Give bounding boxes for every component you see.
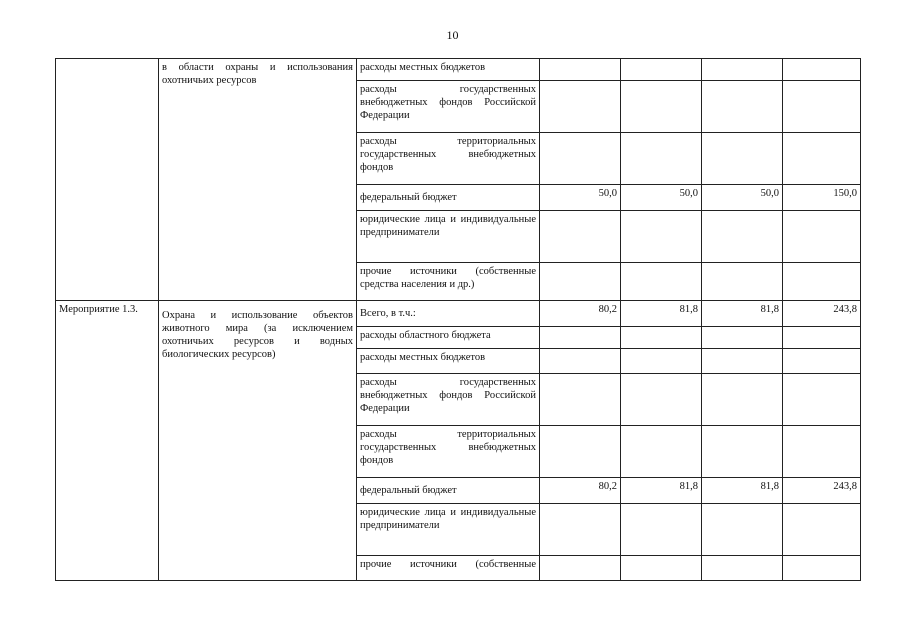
value-cell: 80,2: [540, 478, 621, 504]
value-cell: [540, 327, 621, 349]
event-cell: [56, 59, 159, 301]
value-cell: [702, 504, 783, 556]
value-cell: [540, 81, 621, 133]
source-cell: расходы территориальных государственных внебюджетных фондов: [357, 133, 540, 185]
source-cell: расходы местных бюджетов: [357, 59, 540, 81]
value-cell: 80,2: [540, 301, 621, 327]
value-cell: 50,0: [621, 185, 702, 211]
total-cell: [783, 327, 861, 349]
source-cell: федеральный бюджет: [357, 478, 540, 504]
value-cell: [540, 374, 621, 426]
value-cell: [702, 327, 783, 349]
source-cell: расходы местных бюджетов: [357, 349, 540, 374]
table-row: [56, 301, 861, 327]
total-cell: [783, 263, 861, 301]
value-cell: [621, 211, 702, 263]
source-cell: расходы государственных внебюджетных фондов Российской Федерации: [357, 374, 540, 426]
value-cell: 81,8: [702, 478, 783, 504]
source-cell: юридические лица и индивидуальные предприниматели: [357, 504, 540, 556]
value-cell: [540, 211, 621, 263]
total-cell: 243,8: [783, 301, 861, 327]
value-cell: [621, 59, 702, 81]
value-cell: [540, 133, 621, 185]
source-cell: Всего, в т.ч.:: [357, 301, 540, 327]
value-cell: [621, 556, 702, 581]
page-number: 10: [446, 28, 459, 42]
value-cell: [621, 426, 702, 478]
event-cell: Мероприятие 1.3.: [56, 301, 159, 581]
value-cell: [621, 349, 702, 374]
value-cell: [702, 426, 783, 478]
description-cell: в области охраны и использования охотничьих ресурсов: [159, 59, 357, 301]
value-cell: [540, 59, 621, 81]
value-cell: 81,8: [702, 301, 783, 327]
total-cell: [783, 59, 861, 81]
source-cell: юридические лица и индивидуальные предприниматели: [357, 211, 540, 263]
total-cell: [783, 81, 861, 133]
value-cell: [702, 349, 783, 374]
description-cell: Охрана и использование объектов животного мира (за исключением охотничьих ресурсов и водных биологических ресурсов): [159, 301, 357, 581]
value-cell: [621, 374, 702, 426]
value-cell: [540, 556, 621, 581]
source-cell: расходы областного бюджета: [357, 327, 540, 349]
value-cell: [702, 59, 783, 81]
source-cell: расходы государственных внебюджетных фондов Российской Федерации: [357, 81, 540, 133]
value-cell: [540, 504, 621, 556]
value-cell: [702, 133, 783, 185]
value-cell: [621, 133, 702, 185]
total-cell: 243,8: [783, 478, 861, 504]
total-cell: [783, 133, 861, 185]
value-cell: [621, 504, 702, 556]
value-cell: [702, 374, 783, 426]
total-cell: [783, 349, 861, 374]
source-cell: прочие источники (собственные средства населения и др.): [357, 263, 540, 301]
total-cell: [783, 374, 861, 426]
value-cell: 81,8: [621, 478, 702, 504]
value-cell: [702, 556, 783, 581]
total-cell: [783, 426, 861, 478]
source-cell: расходы территориальных государственных внебюджетных фондов: [357, 426, 540, 478]
total-cell: [783, 556, 861, 581]
value-cell: [621, 263, 702, 301]
table-row: [56, 59, 861, 81]
value-cell: [702, 263, 783, 301]
value-cell: [540, 349, 621, 374]
value-cell: [540, 263, 621, 301]
value-cell: [621, 81, 702, 133]
budget-table: [55, 58, 861, 581]
total-cell: [783, 504, 861, 556]
value-cell: [621, 327, 702, 349]
value-cell: 50,0: [702, 185, 783, 211]
value-cell: [702, 211, 783, 263]
value-cell: 81,8: [621, 301, 702, 327]
total-cell: [783, 211, 861, 263]
source-cell: федеральный бюджет: [357, 185, 540, 211]
value-cell: [540, 426, 621, 478]
value-cell: [702, 81, 783, 133]
source-cell: прочие источники (собственные: [357, 556, 540, 581]
value-cell: 50,0: [540, 185, 621, 211]
total-cell: 150,0: [783, 185, 861, 211]
